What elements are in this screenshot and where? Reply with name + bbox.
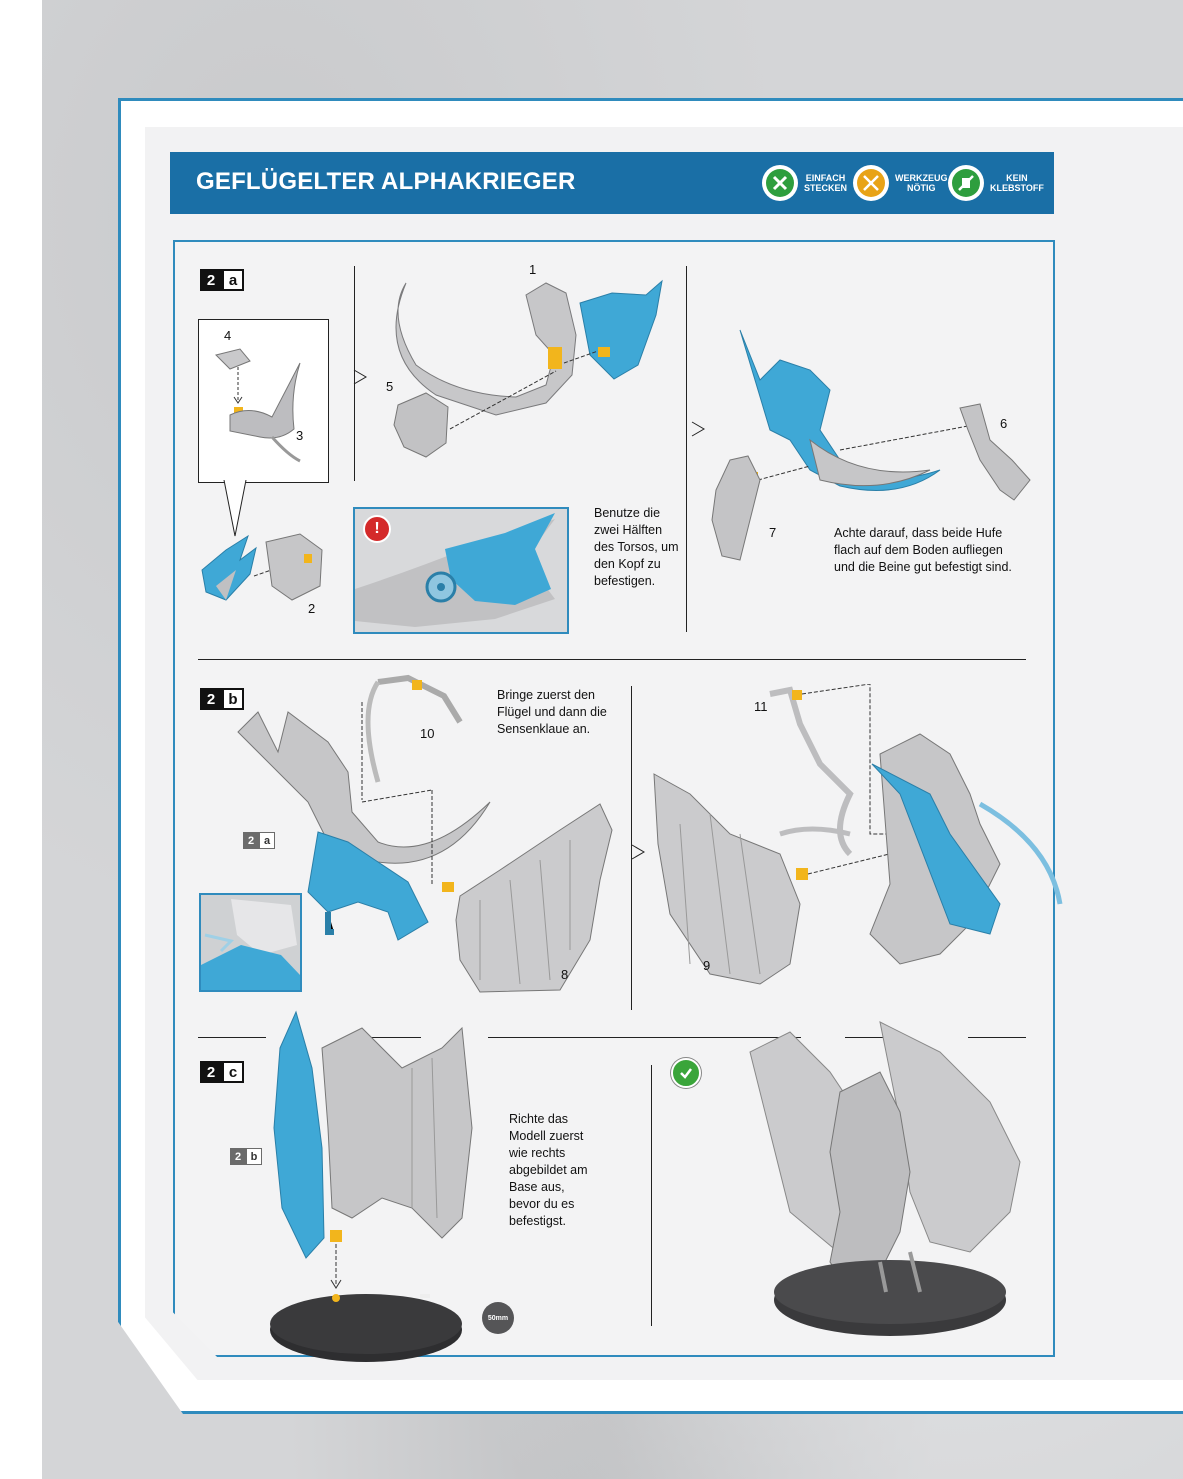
divider [198, 1037, 266, 1038]
part-number: 2 [308, 601, 316, 616]
step-2b-label: 2 b [200, 688, 244, 710]
base-size-badge: 50mm [482, 1302, 514, 1334]
page-title: GEFLÜGELTER ALPHAKRIEGER [196, 168, 576, 195]
part-number: 4 [224, 328, 232, 343]
part-number: 6 [1000, 416, 1008, 431]
reference-2b-label: 2 b [230, 1148, 262, 1165]
part-number: 9 [703, 958, 711, 973]
wing-part-8-drawing [440, 800, 620, 1000]
part-number: 7 [769, 525, 777, 540]
check-icon [671, 1058, 701, 1088]
base-attach-drawing [262, 1008, 482, 1368]
clippers-icon [857, 169, 885, 197]
warning-detail-photo [353, 507, 569, 634]
wings-instruction: Bringe zuerst den Flügel und dann die Sensenklaue an. [497, 688, 607, 736]
finished-model-drawing [730, 1012, 1040, 1342]
part-number: 11 [754, 699, 768, 714]
page-margin [0, 0, 42, 1479]
part-number: 8 [561, 967, 569, 982]
torso-instruction: Benutze die zwei Hälften des Torsos, um den Kopf zu befestigen. [594, 506, 679, 588]
part-number: 10 [420, 726, 435, 741]
part-number: 1 [529, 262, 537, 277]
header-bar [170, 152, 1054, 214]
bracket-arrow [352, 368, 370, 386]
reference-2a-label: 2 a [243, 832, 275, 849]
no-glue-icon [952, 169, 980, 197]
divider [198, 659, 1026, 660]
step-2c-label: 2 c [200, 1061, 244, 1083]
body-claw-assembly-drawing [650, 684, 1070, 994]
divider [651, 1065, 652, 1326]
badge-push-fit: EINFACH STECKEN [762, 164, 847, 202]
bracket-arrow [630, 843, 648, 861]
base-instruction: Richte das Modell zuerst wie rechts abgebildet am Base aus, bevor du es befestigst. [509, 1112, 588, 1228]
divider [686, 266, 687, 632]
head-assembly-drawing [196, 530, 336, 610]
part-number: 3 [296, 428, 304, 443]
push-fit-icon [766, 169, 794, 197]
torso-assembly-drawing [376, 275, 676, 460]
step-2a-label: 2 a [200, 269, 244, 291]
part-3-4-drawing [210, 345, 320, 470]
badge-tool-required: WERKZEUG NÖTIG [853, 164, 948, 202]
badge-no-glue: KEIN KLEBSTOFF [948, 164, 1044, 202]
hooves-instruction: Achte darauf, dass beide Hufe flach auf dem Boden aufliegen und die Beine gut befestigt sind. [834, 526, 1012, 574]
warning-icon: ! [363, 515, 391, 543]
part-number: 5 [386, 379, 394, 394]
